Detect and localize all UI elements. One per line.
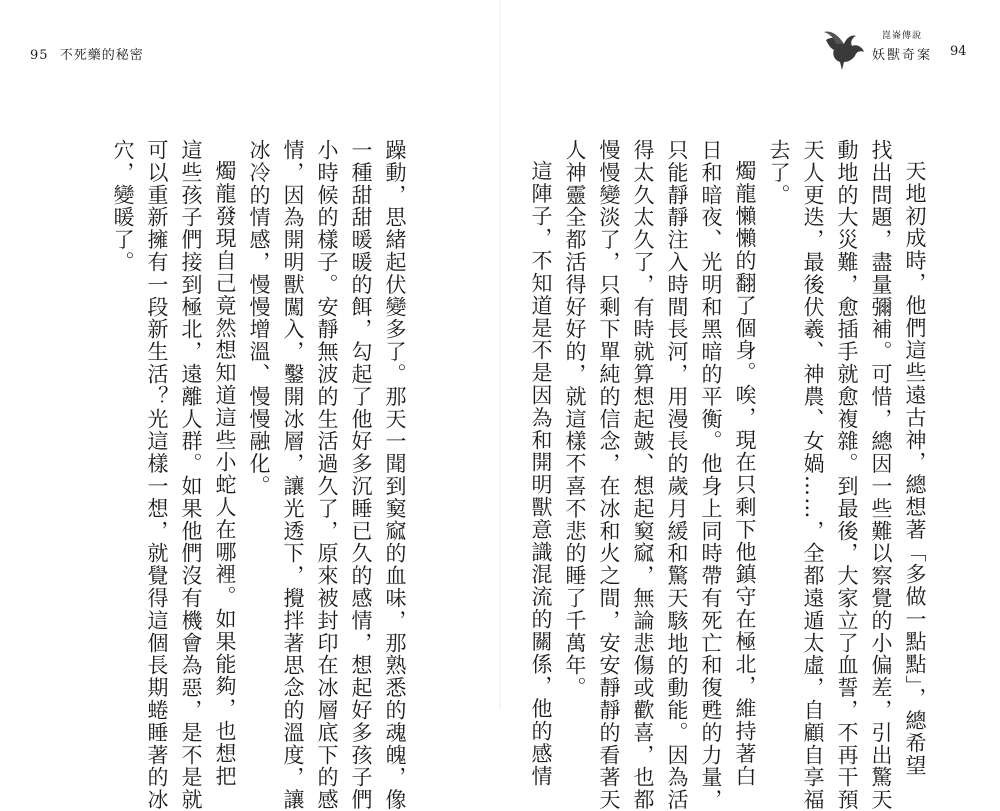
left-text-column: 燭龍發現自己竟然想知道這些小蛇人在哪裡。如果能夠，也想把	[213, 160, 237, 788]
left-text-column: 躁動，思緒起伏變多了。那天一聞到窫窳的血味，那熟悉的魂魄，像	[383, 139, 407, 811]
right-text-column: 燭龍懶懶的翻了個身。唉，現在只剩下他鎮守在極北，維持著白	[733, 160, 757, 788]
left-text-column: 小時候的樣子。安靜無波的生活過久了，原來被封印在冰層底下的感	[315, 139, 339, 811]
left-text-column: 這些孩子們接到極北，遠離人群。如果他們沒有機會為惡，是不是就	[179, 139, 203, 811]
left-page-header	[30, 44, 144, 63]
right-text-column: 找出問題，盡量彌補。可惜，總因一些難以察覺的小偏差，引出驚天	[869, 139, 893, 811]
left-text-column: 穴，變暖了。	[111, 139, 135, 274]
right-text-column: 這陣子，不知道是不是因為和開明獸意識混流的關係，他的感情	[529, 160, 553, 788]
book-gutter	[499, 0, 501, 710]
right-text-column: 天地初成時，他們這些遠古神，總想著「多做一點點」，總希望	[903, 160, 927, 777]
phoenix-bird-icon	[822, 24, 872, 72]
left-text-column: 冰冷的情感，慢慢增溫、慢慢融化。	[247, 139, 271, 498]
series-title: 崑崙傳說	[882, 31, 923, 41]
right-text-column: 日和暗夜、光明和黑暗的平衡。他身上同時帶有死亡和復甦的力量，	[699, 139, 723, 811]
right-text-column: 人神靈全都活得好好的，就這樣不喜不悲的睡了千萬年。	[563, 139, 587, 699]
left-page-number: 95	[30, 48, 49, 63]
right-text-column: 慢慢變淡了，只剩下單純的信念，在冰和火之間，安安靜靜的看著天	[597, 139, 621, 811]
right-text-column: 只能靜靜注入時間長河，用漫長的歲月緩和驚天駭地的動能。因為活	[665, 139, 689, 811]
right-text-column: 動地的大災難，愈插手就愈複雜。到最後，大家立了血誓，不再干預	[835, 139, 859, 811]
left-text-column: 可以重新擁有一段新生活？光這樣一想，就覺得這個長期蜷睡著的冰	[145, 139, 169, 811]
right-text-column: 天人更迭，最後伏羲、神農、女媧……，全都遠遁太虛，自顧自享福	[801, 139, 825, 811]
right-page-header	[820, 24, 980, 74]
right-page-number: 94	[950, 44, 967, 59]
right-text-column: 得太久太久了，有時就算想起皷、想起窫窳，無論悲傷或歡喜，也都	[631, 139, 655, 811]
right-text-column: 去了。	[767, 139, 791, 207]
book-title: 妖獸奇案	[872, 48, 933, 63]
left-running-head: 不死藥的秘密	[59, 48, 144, 63]
left-text-column: 一種甜甜暖暖的餌，勾起了他好多沉睡已久的感情，想起好多孩子們	[349, 139, 373, 811]
left-text-column: 情，因為開明獸闖入，鑿開冰層，讓光透下，攪拌著思念的溫度，讓	[281, 139, 305, 811]
